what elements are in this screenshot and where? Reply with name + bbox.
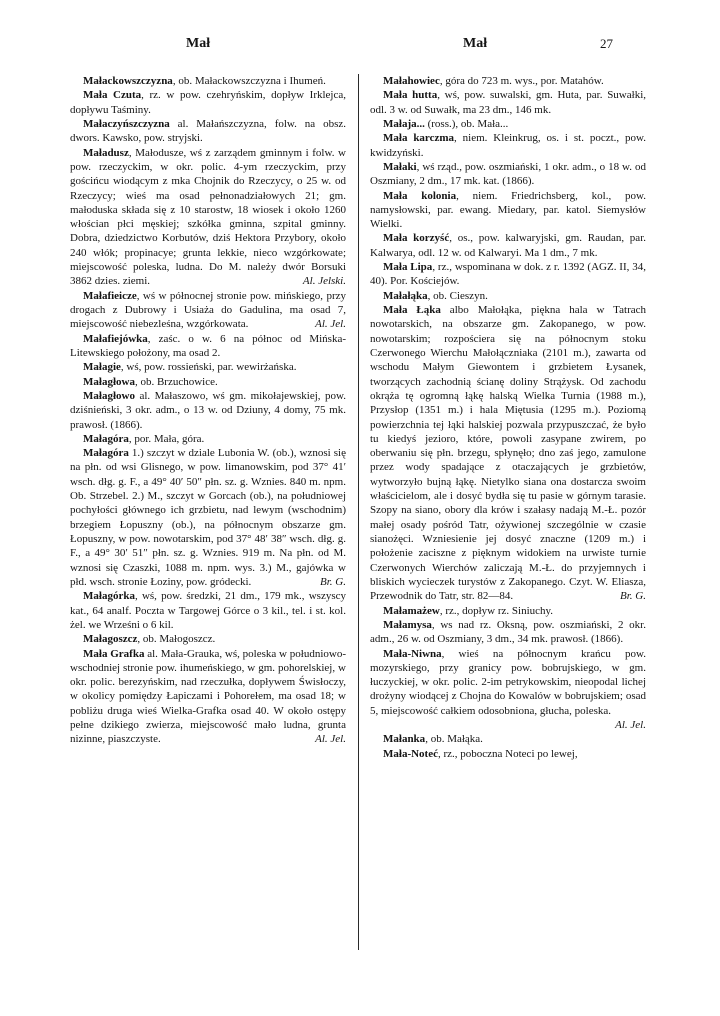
entry-headword: Małafieicze	[83, 289, 137, 302]
entry-text: , wś, pow. średzki, 21 dm., 179 mk., wszyscy kat., 64 analf. Poczta w Targowej Górce o 3 kil., tel. i st. kol. żel. we Wrześni o 6 kil.	[70, 590, 346, 631]
entry-text: al. Małaszowo, wś gm. mikołajewskiej, pow. dziśnieński, 3 okr. adm., o 13 w. od Dziuny, 4 domy, 75 mk. prawosł. (1866).	[70, 389, 346, 431]
left-column	[70, 74, 346, 747]
entry-headword: Małałąka	[383, 289, 428, 302]
dictionary-entry	[370, 618, 646, 647]
entry-signature: Br. G.	[620, 590, 646, 603]
running-header-center: Mał	[463, 36, 488, 51]
right-column	[370, 74, 646, 761]
dictionary-entry	[370, 289, 646, 303]
dictionary-entry	[370, 231, 646, 260]
entry-headword: Mała-Niwna	[383, 647, 442, 660]
entry-text: , ob. Małogoszcz.	[137, 633, 216, 646]
entry-headword: Mała Łąka	[383, 304, 441, 316]
entry-text: , rz., dopływ rz. Siniuchy.	[439, 604, 554, 617]
entry-headword: Małackowszczyzna	[83, 75, 173, 87]
entry-headword: Małamażew	[383, 604, 440, 617]
dictionary-entry	[70, 389, 346, 432]
entry-text: , por. Mała, góra.	[128, 432, 205, 445]
entry-headword: Mała karczma	[383, 132, 455, 145]
entry-headword: Małaczyńszczyzna	[83, 117, 170, 130]
entry-signature: Br. G.	[320, 575, 346, 588]
entry-headword: Małanka	[383, 733, 426, 746]
column-divider	[358, 74, 359, 950]
entry-text: , ob. Cieszyn.	[427, 289, 488, 302]
dictionary-entry	[70, 332, 346, 361]
entry-headword: Małagłowa	[83, 375, 135, 388]
dictionary-entry	[370, 303, 646, 604]
entry-text: , rz., poboczna Noteci po lewej,	[437, 747, 578, 760]
dictionary-entry	[370, 747, 646, 761]
entry-text: , góra do 723 m. wys., por. Matahów.	[439, 75, 604, 87]
entry-signature: Al. Jel.	[615, 719, 646, 732]
dictionary-entry	[70, 289, 346, 332]
entry-text: , os., pow. kalwaryjski, gm. Raudan, par. Kalwarya, odl. 12 w. od Kalwaryi. Ma 1 dm., 7 mk.	[370, 232, 646, 259]
entry-headword: Maładusz	[83, 146, 129, 159]
entry-headword: Mała hutta	[383, 89, 438, 102]
dictionary-entry	[70, 647, 346, 747]
entry-headword: Małagie	[83, 361, 121, 374]
entry-headword: Mała korzyść	[383, 232, 450, 245]
entry-headword: Mała Lipa	[383, 261, 433, 274]
entry-text: , zaśc. o w. 6 na północ od Mińska-Litewskiego położony, ma osad 2.	[70, 332, 346, 359]
page-number: 27	[600, 36, 613, 51]
dictionary-entry	[70, 375, 346, 389]
dictionary-entry	[70, 74, 346, 88]
dictionary-entry	[370, 74, 646, 88]
entry-headword: Mała Czuta	[83, 89, 142, 102]
entry-headword: Małagórka	[83, 590, 135, 603]
entry-headword: Małaki	[383, 160, 417, 173]
dictionary-entry	[370, 604, 646, 618]
entry-headword: Małaja...	[383, 117, 425, 130]
entry-signature: Al. Jelski.	[302, 275, 346, 288]
entry-text: , niem. Friedrichsberg, kol., pow. namysłowski, par. ewang. Miedary, par. katol. Siemysłów Wielki.	[370, 189, 646, 231]
dictionary-entry	[370, 260, 646, 289]
entry-text: (ross.), ob. Mała...	[424, 117, 509, 130]
entry-text: al. Małańszczyzna, folw. na obsz. dwors. Kawsko, pow. stryjski.	[70, 117, 346, 145]
dictionary-entry	[70, 117, 346, 146]
running-header-left: Mał	[186, 36, 211, 51]
dictionary-entry	[70, 632, 346, 646]
entry-headword: Małagóra	[83, 432, 129, 445]
entry-text: , niem. Kleinkrug, os. i st. poczt., pow. kwidzyński.	[370, 132, 646, 159]
entry-text: , ob. Małąka.	[425, 733, 483, 746]
dictionary-entry	[70, 146, 346, 289]
dictionary-entry	[370, 647, 646, 733]
dictionary-entry	[70, 360, 346, 374]
entry-text: , rz. w pow. czehryńskim, dopływ Irklejca, dopływu Taśminy.	[70, 89, 347, 116]
entry-headword: Małafiejówka	[83, 332, 148, 345]
dictionary-entry	[370, 131, 646, 160]
dictionary-entry	[70, 589, 346, 632]
entry-text: , wieś na północnym krańcu pow. mozyrskiego, przy granicy pow. bobrujskiego, w gm. łuczyckiej, w okr. polic. 2-im petrykowskim, nieopodal lichej drożyny wiodącej z Chojna do Kowalów w bobrujskiem; osad 5, miejscowość całkiem odosobniona, głucha, poleska.	[370, 647, 646, 717]
dictionary-entry	[370, 160, 646, 189]
entry-text: , wś, pow. rossieński, par. wewirżańska.	[120, 361, 297, 374]
entry-headword: Małamysa	[383, 618, 432, 631]
entry-headword: Małagłowo	[83, 389, 135, 402]
dictionary-entry	[370, 732, 646, 746]
entry-headword: Małahowiec	[383, 75, 440, 87]
entry-text: , ob. Brzuchowice.	[134, 375, 218, 388]
dictionary-entry	[70, 446, 346, 589]
entry-text: , ws nad rz. Oksną, pow. oszmiański, 2 okr. adm., 26 w. od Oszmiany, 3 dm., 34 mk. prawosł. (1866).	[370, 618, 646, 646]
entry-text: albo Małołąka, piękna hala w Tatrach nowotarskich, na obszarze gm. Zakopanego, w pow. nowotarskim; rozpościera się na północnym stoku Czerwonego Wierchu Małołączniaka (2101 m.), zawarta od wschodu Małym Giewontem i grzbietem Łysanek, tworzących zachodnią ścianę doliny Strążysk. Od zachodu okrąża tę ogromną łąkę halską Wielka Turnia (1988 m.), Przysłop (1351 m.) i hala Miętusia (1295 m.). Poziomą powierzchnia tej łąki halskiej pozwala przypuszczać, że było tu kiedyś jezioro, które, powoli zasypane zwirem, po oberwaniu się płn. brzegu, spłynęło; dno zaś jego, zamulone przez wody spadające z otaczających je grzbietów, wytworzyło bujną łąkę. Nietylko siana ona dostarcza swoim właścicielom, ale i dosyć bydła się tu pasie w górnym tarasie. Szopy na siano, obory dla krów i szałasy nadają M.-Ł. pozór małej osady pośród Tatr, ożywionej szczególnie w czasie sianożęci. Wzniesienie jej dosyć znaczne (1209 m.) i położenie zaciszne z pięknym widokiem na urwiste turnie Czerwonych Wierchów zaliczają M.-Ł. do przyjemnych i bliskich wycieczek turystów z Zakopanego. Czyt. W. Eliasza, Przewodnik do Tatr, str. 82—84.	[370, 304, 646, 603]
dictionary-entry	[70, 432, 346, 446]
entry-text: , Małodusze, wś z zarządem gminnym i folw. w pow. rzeczyckim, w okr. polic. 4-ym rzeczyckim, przy gościńcu wiodącym z mka Chojnik do Rzeczycy, o 25 w. od Rzeczycy; wieś ma osad pełnonadziałowych 21; gm. małoduska składa się z 10 starostw, 18 wiosek i około 1260 włościan płci męskiej; szkółka gminna, szpital gminny. Dobra, dziedzictwo Korbutów, dziś Hektora Przybory, około 240 włók; propinacye; grunta lekkie, nieco wzgórkowate; miejscowość poleska, ludna. Do M. należy dwór Borsuki 3862 dzies. ziemi.	[70, 146, 346, 288]
dictionary-entry	[370, 189, 646, 232]
entry-text: , wś w północnej stronie pow. mińskiego, przy drogach z Dubrowy i Usiaża do Gadulina, ma osad 7, miejscowość niebezleśna, wzgórkowata.	[70, 289, 346, 331]
entry-text: , ob. Małackowszczyzna i Ihumeń.	[172, 75, 326, 87]
entry-headword: Mała-Noteć	[383, 747, 438, 760]
entry-headword: Małagóra	[83, 447, 129, 460]
dictionary-entry	[370, 88, 646, 117]
entry-signature: Al. Jel.	[315, 733, 346, 746]
entry-text: , wś, pow. suwalski, gm. Huta, par. Suwałki, odl. 3 w. od Suwałk, ma 23 dm., 146 mk.	[370, 89, 646, 116]
entry-text: al. Mała-Grauka, wś, poleska w południowo-wschodniej stronie pow. ihumeńskiego, w gm. pohorelskiej, w okr. polic. berezyńskim, nad rzeczułka, dopływem Świsłoczy, w okolicy pomiędzy Łapiczami i Pohorełem, ma osad 18; w pobliżu druga wieś Wielka-Grafka osad 40. W około ostępy pełne dzikiego zwierza, miejscowość mało ludna, grunta nizinne, piaszczyste.	[70, 647, 346, 746]
entry-signature: Al. Jel.	[315, 318, 346, 331]
entry-headword: Mała Grafka	[83, 647, 145, 660]
entry-headword: Mała kolonia	[383, 189, 457, 202]
dictionary-entry	[70, 88, 346, 117]
entry-headword: Małagoszcz	[83, 633, 138, 646]
entry-text: 1.) szczyt w dziale Lubonia W. (ob.), wznosi się na płn. od wsi Glisnego, w pow. limanowskim, pod 37° 41′ wsch. dłg. g. F., a 49° 40′ 50″ płn. sz. g. Wznies. 840 m. npm. Ob. Strzebel. 2.) M., szczyt w Gorcach (ob.), na południowej pochyłości głównego ich grzbietu, nad lewym (wschodnim) brzegiem Łopuszny (ob.), na północnym obszarze gm. Łopuszny, w pow. nowotarskim, pod 37° 48′ 38″ wsch. dłg. g. F., a 49° 30′ 51″ płn. sz. g. Wznies. 919 m. Na płn. od M. wznosi się Czaszki, 1088 m. npm. wys. 3.) M., gajówka w płd. wsch. stronie Łoziny, pow. gródecki.	[70, 447, 346, 588]
entry-text: , wś rząd., pow. oszmiański, 1 okr. adm., o 18 w. od Oszmiany, 2 dm., 17 mk. kat. (1866).	[370, 160, 646, 188]
dictionary-entry	[370, 117, 646, 131]
entry-text: , rz., wspominana w dok. z r. 1392 (AGZ. II, 34, 40). Por. Kościejów.	[370, 261, 646, 288]
